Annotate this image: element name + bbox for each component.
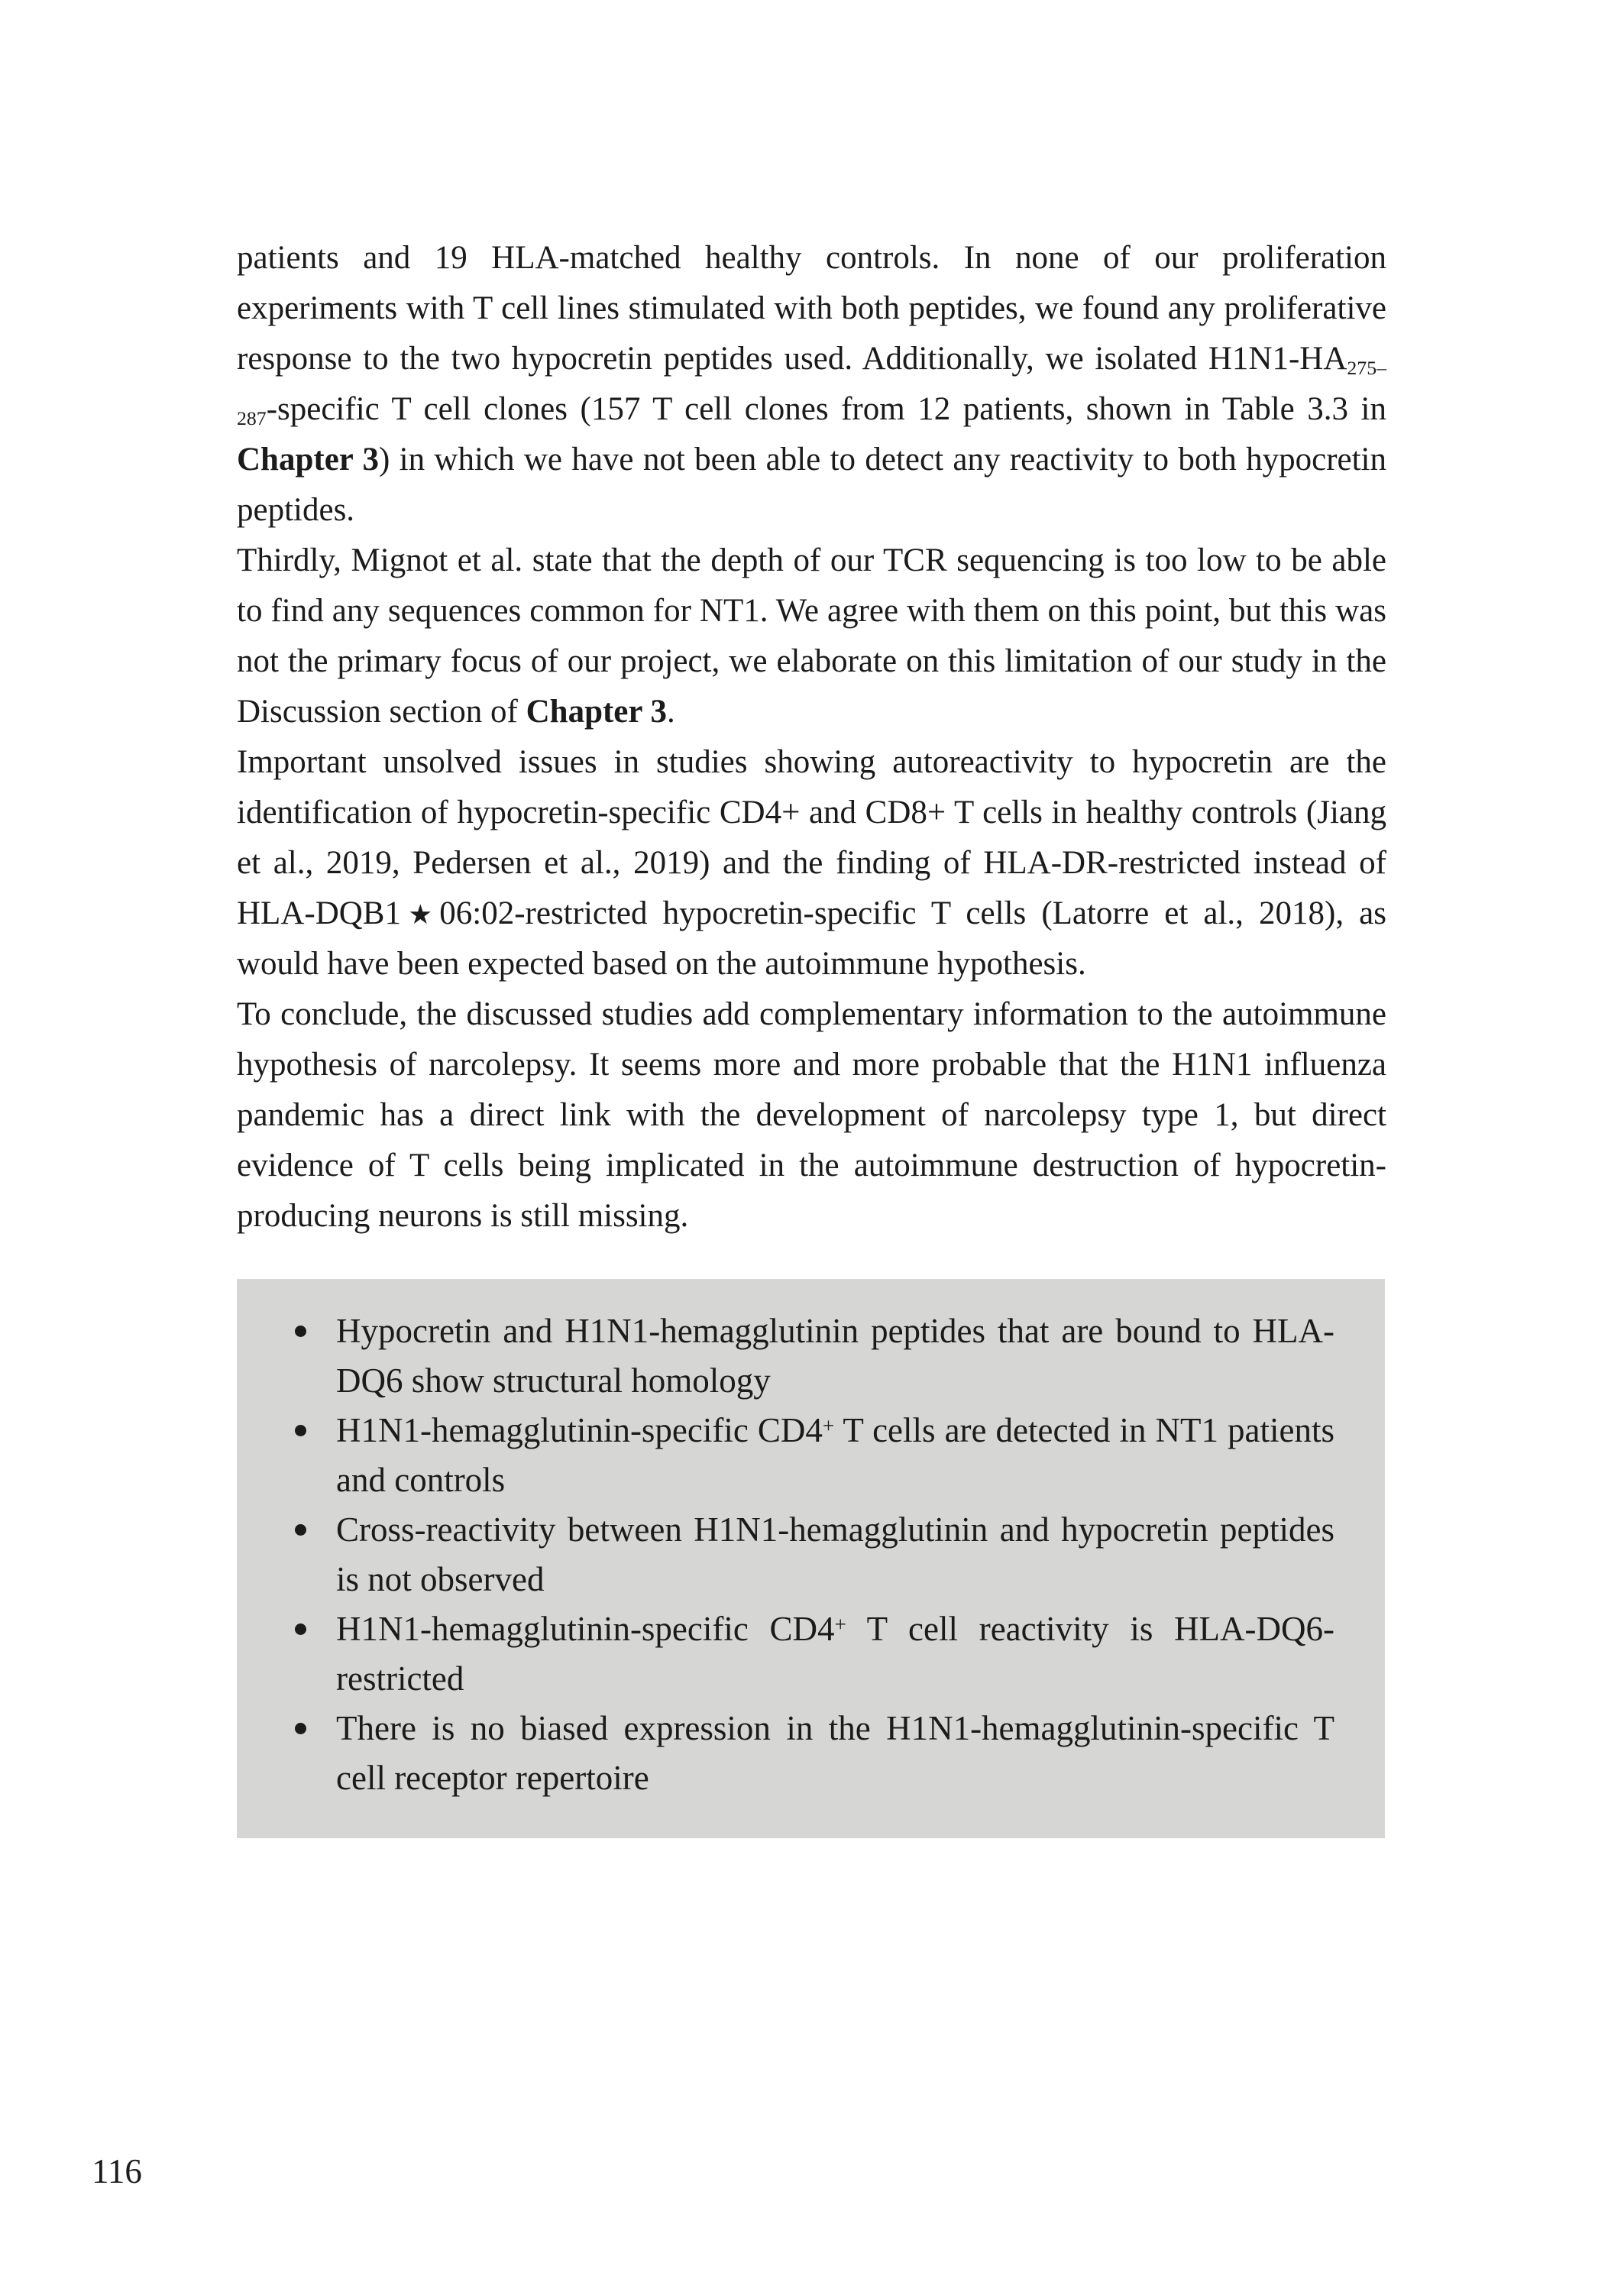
bullet-icon [295, 1425, 306, 1436]
key-point-text [336, 1510, 1334, 1598]
text-subscript: 275–287 [237, 357, 1386, 430]
text-run: Cross-reactivity between H1N1-hemagglutinin and hypocretin peptides is not observed [336, 1510, 1334, 1598]
text-run: To conclude, the discussed studies add complementary information to the autoimmune hypothesis of narcolepsy. It seems more and more probable that the H1N1 influenza pandemic has a direct link with the development of narcolepsy type 1, but direct evidence of T cells being implicated in the autoimmune destruction of hypocretin-producing neurons is still missing. [237, 996, 1386, 1234]
bullet-icon [295, 1326, 306, 1337]
text-run: 06:02-restricted hypocretin-specific T cells (Latorre et al., 2018), as would have been expected based on the autoimmune hypothesis. [237, 895, 1386, 982]
text-superscript: + [822, 1413, 835, 1437]
text-bold: Chapter 3 [526, 694, 667, 730]
key-point-text [336, 1610, 1334, 1698]
paragraph [237, 536, 1386, 737]
text-superscript: + [834, 1612, 846, 1636]
text-run: Important unsolved issues in studies showing autoreactivity to hypocretin are the identification of hypocretin-specific CD4+ and CD8+ T cells in healthy controls (Jiang et al., 2019, Pedersen et al., 2019) and the finding of HLA-DR-restricted instead of HLA-DQB1 [237, 744, 1386, 931]
key-point-item [237, 1704, 1334, 1803]
text-run: patients and 19 HLA-matched healthy controls. In none of our proliferation experiments with T cell lines stimulated with both peptides, we found any proliferative response to the two hypocretin peptides used. Additionally, we isolated H1N1-HA [237, 240, 1386, 377]
key-point-item [237, 1406, 1334, 1505]
key-point-text [336, 1411, 1334, 1499]
paragraph [237, 989, 1386, 1242]
text-run: H1N1-hemagglutinin-specific CD4 [336, 1610, 835, 1648]
bullet-icon [295, 1624, 306, 1635]
bullet-icon [295, 1723, 306, 1734]
bullet-icon [295, 1524, 306, 1536]
key-point-item [237, 1604, 1334, 1704]
key-points-box [237, 1279, 1385, 1838]
text-run: ) in which we have not been able to detect any reactivity to both hypocretin peptides. [237, 442, 1386, 528]
text-run: -specific T cell clones (157 T cell clones from 12 patients, shown in Table 3.3 in [266, 391, 1386, 427]
paragraph [237, 737, 1386, 989]
text-run: . [666, 694, 675, 730]
text-bold: Chapter 3 [237, 442, 379, 478]
star-asterisk: ★ [400, 900, 440, 930]
text-run: There is no biased expression in the H1N1-hemagglutinin-specific T cell receptor repertoire [336, 1709, 1334, 1797]
text-run: H1N1-hemagglutinin-specific CD4 [336, 1411, 823, 1449]
key-points-list [237, 1306, 1334, 1803]
text-column [237, 233, 1386, 1838]
text-run: Hypocretin and H1N1-hemagglutinin peptides that are bound to HLA-DQ6 show structural homology [336, 1312, 1334, 1400]
key-point-item [237, 1306, 1334, 1406]
key-point-text [336, 1709, 1334, 1797]
paragraph [237, 233, 1386, 536]
key-point-text [336, 1312, 1334, 1400]
text-run: T cells are detected in NT1 patients and controls [336, 1411, 1335, 1499]
key-point-item [237, 1505, 1334, 1604]
text-run: Thirdly, Mignot et al. state that the depth of our TCR sequencing is too low to be able to find any sequences common for NT1. We agree with them on this point, but this was not the primary focus of our project, we elaborate on this limitation of our study in the Discussion section of [237, 542, 1386, 730]
page-number: 116 [92, 2152, 142, 2190]
text-run: T cell reactivity is HLA-DQ6-restricted [336, 1610, 1334, 1698]
